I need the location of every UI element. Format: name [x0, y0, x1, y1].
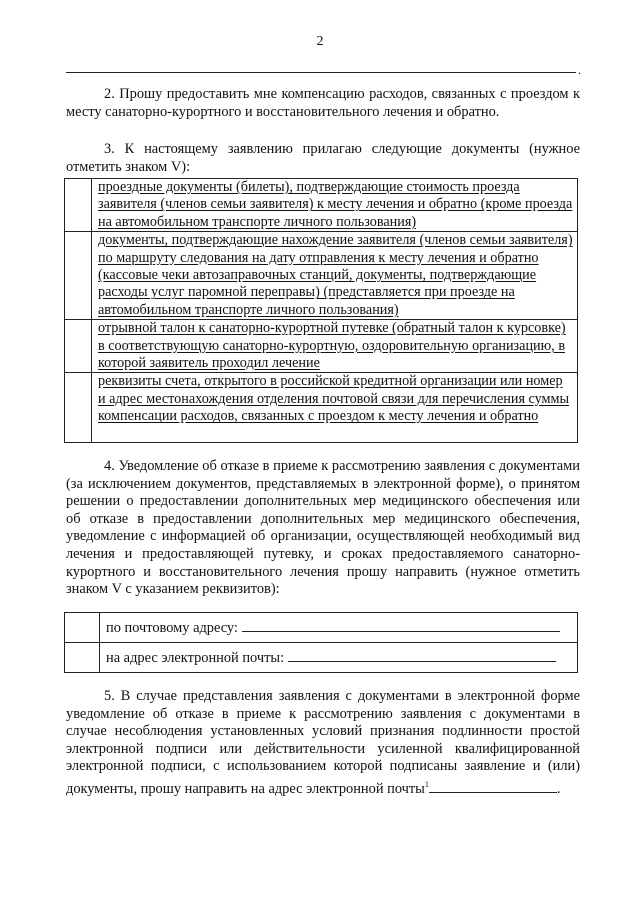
delivery-option-row	[65, 613, 578, 643]
delivery-option	[100, 643, 578, 673]
delivery-option	[100, 613, 578, 643]
delivery-options-table	[64, 612, 578, 673]
email-address-field[interactable]	[288, 649, 556, 662]
top-rule-mark: .	[578, 63, 581, 77]
delivery-checkbox-cell[interactable]	[65, 613, 100, 643]
delivery-checkbox-cell[interactable]	[65, 643, 100, 673]
footnote-marker: 1	[424, 779, 429, 789]
delivery-option-label: по почтовому адресу:	[106, 620, 238, 636]
item-5-paragraph	[66, 688, 580, 798]
document-checkbox-cell[interactable]	[65, 232, 92, 320]
delivery-option-label: на адрес электронной почты:	[106, 650, 285, 666]
item-4-paragraph: 4. Уведомление об отказе в приеме к рассмотрению заявления с документами (за исключением документов, представляемых в электронной форме), о принятом решении о предоставлении дополнительных мер медицинского обеспечения или об отказе в предоставлении дополнительных мер медицинского обеспечения, уведомление с информацией об организации, осуществляющей необходимый вид лечения и предоставляющей путевку, и сроках предоставляемого санаторно-курортного и восстановительного лечения прошу направить (нужное отметить знаком V с указанием реквизитов):	[66, 458, 580, 598]
postal-address-field[interactable]	[242, 619, 560, 632]
document-text-3: реквизиты счета, открытого в российской кредитной организации или номер и адрес местонахождения отделения почтовой связи для перечисления суммы компенсации расходов, связанных с проездом к месту лечения и обратно	[98, 373, 570, 425]
document-text	[92, 179, 578, 232]
document-text-2: отрывной талон к санаторно-курортной путевке (обратный талон к курсовке) в соответствующую санаторно-курортную, оздоровительную организацию, в которой заявитель проходил лечение	[98, 320, 566, 372]
documents-table	[64, 178, 578, 443]
document-checkbox-cell[interactable]	[65, 373, 92, 443]
document-text	[92, 373, 578, 443]
documents-row	[65, 320, 578, 373]
page-number: 2	[316, 34, 324, 49]
item-3-paragraph: 3. К настоящему заявлению прилагаю следующие документы (нужное отметить знаком V):	[66, 141, 580, 175]
delivery-option-row	[65, 643, 578, 673]
top-rule	[66, 72, 576, 73]
document-checkbox-cell[interactable]	[65, 179, 92, 232]
document-text-1: документы, подтверждающие нахождение заявителя (членов семьи заявителя) по маршруту следования на дату отправления к месту лечения и обратно (кассовые чеки автозаправочных станций, документы, подтверждающие расходы услуг паромной переправы) (представляется при проезде на автомобильном транспорте личного пользования)	[98, 232, 573, 318]
item-5-end: .	[556, 780, 561, 797]
item-2-paragraph: 2. Прошу предоставить мне компенсацию расходов, связанных с проездом к месту санаторно-курортного и восстановительного лечения и обратно.	[66, 86, 580, 120]
documents-row	[65, 179, 578, 232]
documents-row	[65, 232, 578, 320]
document-text	[92, 232, 578, 320]
document-text	[92, 320, 578, 373]
item-5-text: 5. В случае представления заявления с документами в электронной форме уведомление об отказе в приеме к рассмотрению заявления с документами в случае несоблюдения установленных условий признания подлинности простой электронной подписи или действительности усиленной квалифицированной электронной подписи, с использованием которой подписаны заявление и (или) документы, прошу направить на адрес электронной почты	[66, 688, 580, 797]
document-text-0: проездные документы (билеты), подтверждающие стоимость проезда заявителя (членов семьи заявителя) к месту лечения и обратно (кроме проезда на автомобильном транспорте личного пользования)	[98, 179, 573, 230]
document-checkbox-cell[interactable]	[65, 320, 92, 373]
documents-row	[65, 373, 578, 443]
email-fill-line[interactable]	[429, 780, 557, 793]
